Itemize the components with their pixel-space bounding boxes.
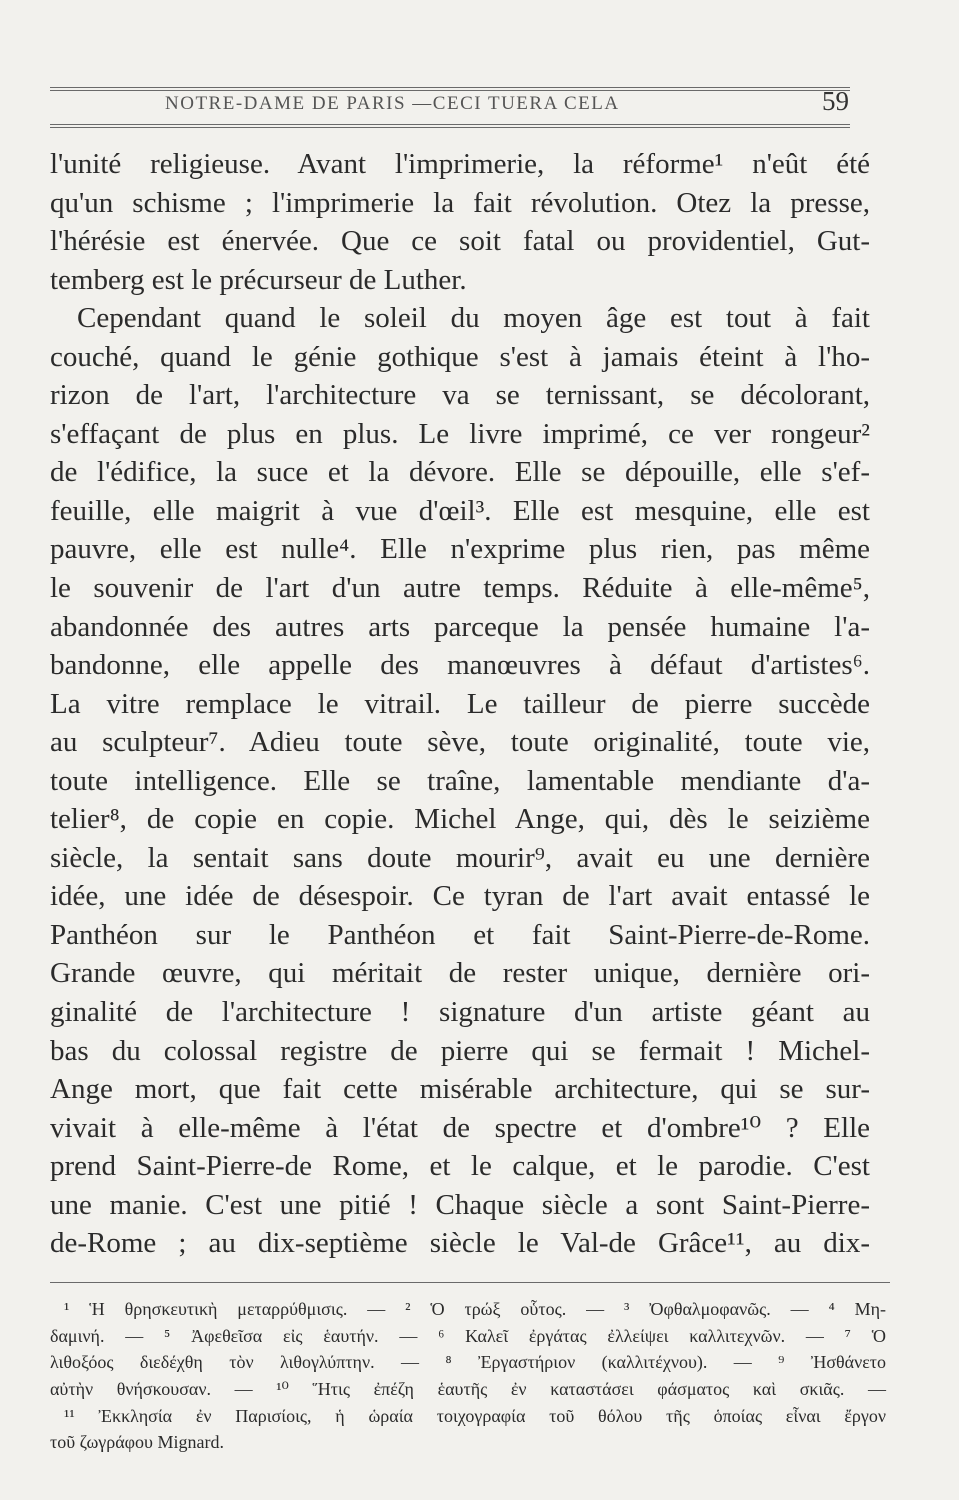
body-line: abandonnée des autres arts parceque la pensée humaine l'a- — [50, 610, 870, 643]
body-line: temberg est le précurseur de Luther. — [50, 263, 467, 296]
body-line: Ange mort, que fait cette misérable architecture, qui se sur- — [50, 1073, 870, 1106]
body-line: siècle, la sentait sans doute mourir⁹, avait eu une dernière — [50, 841, 870, 874]
footnote-line: ¹¹ Ἐκκλησία ἐν Παρισίοις, ἡ ὡραία τοιχογραφία τοῦ θόλου τῆς ὁποίας εἶναι ἔργον — [64, 1405, 886, 1426]
footnote-line: δαμινή. — ⁵ Ἀφεθεῖσα εἰς ἑαυτήν. — ⁶ Καλεῖ ἐργάτας ἐλλείψει καλλιτεχνῶν. — ⁷ Ὁ — [50, 1325, 886, 1346]
body-line: de-Rome ; au dix-septième siècle le Val-de Grâce¹¹, au dix- — [50, 1227, 870, 1260]
footnote-line: τοῦ ζωγράφου Mignard. — [50, 1432, 224, 1453]
footnote-line: ¹ Ἡ θρησκευτικὴ μεταρρύθμισις. — ² Ὁ τρώξ οὗτος. — ³ Ὀφθαλμοφανῶς. — ⁴ Μη- — [64, 1299, 886, 1319]
footnote-line: λιθοξόος διεδέχθη τὸν λιθογλύπτην. — ⁸ Ἐργαστήριον (καλλιτέχνου). — ⁹ Ἠσθάνετο — [50, 1352, 886, 1373]
body-line: La vitre remplace le vitrail. Le tailleur de pierre succède — [50, 687, 870, 720]
body-line: idée, une idée de désespoir. Ce tyran de l'art avait entassé le — [50, 880, 870, 913]
body-line: l'hérésie est énervée. Que ce soit fatal ou providentiel, Gut- — [50, 225, 870, 258]
body-line: au sculpteur⁷. Adieu toute sève, toute originalité, toute vie, — [50, 726, 870, 759]
body-line: Cependant quand le soleil du moyen âge est tout à fait — [77, 302, 870, 335]
footnote-line: αὐτὴν θνήσκουσαν. — ¹⁰ Ἥτις ἐπέζη ἑαυτῆς ἐν καταστάσει φάσματος καὶ σκιᾶς. — — [50, 1379, 886, 1400]
body-line: pauvre, elle est nulle⁴. Elle n'exprime plus rien, pas même — [50, 533, 870, 566]
body-line: bas du colossal registre de pierre qui se fermait ! Michel- — [50, 1034, 870, 1067]
body-line: bandonne, elle appelle des manœuvres à défaut d'artistes⁶. — [50, 649, 870, 682]
footnote-rule — [50, 1282, 890, 1283]
body-line: ginalité de l'architecture ! signature d'un artiste géant au — [50, 996, 870, 1029]
body-line: prend Saint-Pierre-de Rome, et le calque, et le parodie. C'est — [50, 1150, 870, 1183]
body-line: rizon de l'art, l'architecture va se ternissant, se décolorant, — [50, 379, 870, 412]
body-line: s'effaçant de plus en plus. Le livre imprimé, ce ver rongeur² — [50, 417, 870, 450]
header-rule-bottom-inner — [50, 127, 850, 128]
body-line: le souvenir de l'art d'un autre temps. Réduite à elle-même⁵, — [50, 572, 870, 605]
body-line: toute intelligence. Elle se traîne, lamentable mendiante d'a- — [50, 764, 870, 797]
body-line: vivait à elle-même à l'état de spectre et d'ombre¹⁰ ? Elle — [50, 1111, 870, 1144]
body-line: telier⁸, de copie en copie. Michel Ange, qui, dès le seizième — [50, 803, 870, 836]
body-line: Grande œuvre, qui méritait de rester unique, dernière ori- — [50, 957, 870, 990]
body-line: une manie. C'est une pitié ! Chaque siècle a sont Saint-Pierre- — [50, 1188, 870, 1221]
body-line: feuille, elle maigrit à vue d'œil³. Elle est mesquine, elle est — [50, 494, 870, 527]
page-number: 59 — [822, 86, 849, 116]
body-line: qu'un schisme ; l'imprimerie la fait révolution. Otez la presse, — [50, 186, 870, 219]
running-title: NOTRE-DAME DE PARIS —CECI TUERA CELA — [165, 93, 620, 114]
footnotes — [50, 1296, 886, 1456]
body-line: de l'édifice, la suce et la dévore. Elle se dépouille, elle s'ef- — [50, 456, 870, 489]
body-line: Panthéon sur le Panthéon et fait Saint-Pierre-de-Rome. — [50, 918, 870, 951]
header-rule-bottom — [50, 124, 850, 125]
header-rule-top-inner — [50, 90, 850, 91]
body-line: l'unité religieuse. Avant l'imprimerie, la réforme¹ n'eût été — [50, 148, 870, 180]
body-text — [50, 145, 870, 1263]
header-rule-top — [50, 87, 850, 88]
body-line: couché, quand le génie gothique s'est à jamais éteint à l'ho- — [50, 340, 870, 373]
